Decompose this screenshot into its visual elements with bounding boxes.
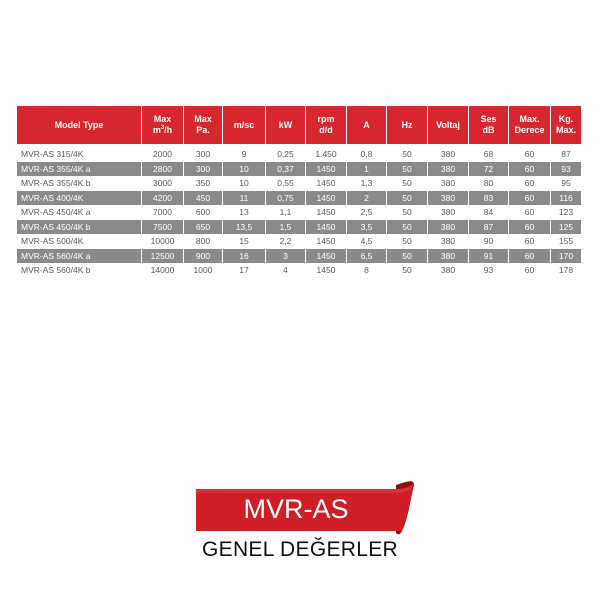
value-cell: 125 xyxy=(551,220,581,235)
value-cell: 380 xyxy=(440,149,456,160)
value-cell: 0,37 xyxy=(266,162,305,177)
model-cell: MVR-AS 560/4K b xyxy=(21,265,91,276)
value-cell: 91 xyxy=(469,249,508,264)
value-cell: 15 xyxy=(239,236,249,247)
value-cell: 60 xyxy=(509,249,550,264)
value-cell: 50 xyxy=(402,236,412,247)
model-cell: MVR-AS 315/4K xyxy=(21,149,84,160)
table-row xyxy=(17,162,581,177)
column-header xyxy=(184,106,222,144)
table-header-row xyxy=(17,106,581,144)
value-cell: 10000 xyxy=(150,236,175,247)
value-cell: 10 xyxy=(239,178,249,189)
value-cell: 60 xyxy=(524,236,535,247)
value-cell: 7000 xyxy=(153,207,172,218)
model-cell: MVR-AS 500/4K xyxy=(21,236,84,247)
value-cell: 93 xyxy=(483,265,494,276)
column-header-line1: Hz xyxy=(401,119,413,130)
value-cell: 600 xyxy=(195,207,211,218)
value-cell: 2 xyxy=(347,191,386,206)
value-cell: 8 xyxy=(364,265,369,276)
table-row xyxy=(17,191,581,206)
model-cell: MVR-AS 450/4K a xyxy=(21,207,91,218)
value-cell: 3000 xyxy=(153,178,172,189)
value-cell: 1450 xyxy=(316,265,336,276)
value-cell: 7500 xyxy=(142,220,183,235)
value-cell: 4200 xyxy=(142,191,183,206)
value-cell: 2,5 xyxy=(360,207,373,218)
value-cell: 450 xyxy=(184,191,222,206)
column-header xyxy=(306,106,346,144)
table-row xyxy=(17,205,581,220)
value-cell: 4,5 xyxy=(360,236,373,247)
value-cell: 155 xyxy=(558,236,574,247)
value-cell: 72 xyxy=(469,162,508,177)
value-cell: 50 xyxy=(387,249,427,264)
value-cell: 380 xyxy=(428,191,468,206)
value-cell: 87 xyxy=(469,220,508,235)
value-cell: 2800 xyxy=(142,162,183,177)
column-header xyxy=(551,106,581,144)
value-cell: 60 xyxy=(524,149,535,160)
value-cell: 3,5 xyxy=(347,220,386,235)
value-cell: 900 xyxy=(184,249,222,264)
table-row xyxy=(17,176,581,191)
value-cell: 0,25 xyxy=(277,149,294,160)
value-cell: 95 xyxy=(561,178,571,189)
table-row xyxy=(17,263,581,278)
value-cell: 1.450 xyxy=(315,149,337,160)
value-cell: 60 xyxy=(509,220,550,235)
value-cell: 3 xyxy=(266,249,305,264)
value-cell: 380 xyxy=(440,178,456,189)
value-cell: 50 xyxy=(402,149,412,160)
value-cell: 68 xyxy=(483,149,494,160)
banner-title: MVR-AS xyxy=(243,494,349,524)
value-cell: 1450 xyxy=(316,178,336,189)
spec-table xyxy=(16,106,582,278)
column-header xyxy=(266,106,305,144)
column-header-line1: Max xyxy=(153,114,172,124)
value-cell: 60 xyxy=(524,178,535,189)
value-cell: 90 xyxy=(483,236,494,247)
value-cell: 178 xyxy=(558,265,574,276)
column-header-line2: Pa. xyxy=(196,125,210,135)
value-cell: 50 xyxy=(402,178,412,189)
value-cell: 123 xyxy=(558,207,574,218)
value-cell: 1450 xyxy=(306,162,346,177)
column-header-line1: Ses xyxy=(480,114,497,124)
value-cell: 1,3 xyxy=(360,178,373,189)
value-cell: 60 xyxy=(509,162,550,177)
column-header xyxy=(428,106,468,144)
value-cell: 0,8 xyxy=(360,149,373,160)
value-cell: 93 xyxy=(551,162,581,177)
value-cell: 2000 xyxy=(153,149,172,160)
value-cell: 380 xyxy=(428,220,468,235)
value-cell: 12500 xyxy=(142,249,183,264)
table-row xyxy=(17,249,581,264)
value-cell: 10 xyxy=(223,162,265,177)
value-cell: 350 xyxy=(195,178,211,189)
column-header xyxy=(387,106,427,144)
table-row xyxy=(17,234,581,249)
value-cell: 9 xyxy=(241,149,247,160)
column-header xyxy=(223,106,265,144)
table-row xyxy=(17,220,581,235)
value-cell: 84 xyxy=(483,207,494,218)
value-cell: 1,1 xyxy=(279,207,292,218)
column-header-line1: Kg. xyxy=(558,114,574,124)
value-cell: 87 xyxy=(561,149,571,160)
column-header-line2: $m^3/h$ xyxy=(152,125,173,135)
value-cell: 83 xyxy=(469,191,508,206)
value-cell: 300 xyxy=(195,149,211,160)
value-cell: 0,75 xyxy=(266,191,305,206)
model-cell: MVR-AS 560/4K a xyxy=(17,249,141,264)
value-cell: 14000 xyxy=(150,265,175,276)
value-cell: 50 xyxy=(387,191,427,206)
column-header-line1: Max xyxy=(194,114,212,124)
value-cell: 1 xyxy=(347,162,386,177)
column-header-line1: Model Type xyxy=(54,119,104,130)
value-cell: 16 xyxy=(223,249,265,264)
value-cell: 1,5 xyxy=(266,220,305,235)
column-header-line2: Max. xyxy=(555,125,576,135)
value-cell: 13 xyxy=(239,207,249,218)
column-header-line2: dB xyxy=(482,125,495,135)
value-cell: 17 xyxy=(239,265,249,276)
model-cell: MVR-AS 400/4K xyxy=(17,191,141,206)
value-cell: 60 xyxy=(524,207,535,218)
column-header xyxy=(142,106,183,144)
value-cell: 650 xyxy=(184,220,222,235)
value-cell: 4 xyxy=(283,265,288,276)
model-cell: MVR-AS 355/4K a xyxy=(17,162,141,177)
value-cell: 2,2 xyxy=(279,236,292,247)
value-cell: 380 xyxy=(428,249,468,264)
value-cell: 1000 xyxy=(193,265,213,276)
column-header xyxy=(347,106,386,144)
value-cell: 380 xyxy=(440,236,456,247)
value-cell: 0,55 xyxy=(277,178,294,189)
table-body xyxy=(17,144,581,278)
value-cell: 800 xyxy=(195,236,211,247)
value-cell: 50 xyxy=(402,207,412,218)
value-cell: 1450 xyxy=(316,236,336,247)
value-cell: 1450 xyxy=(306,249,346,264)
value-cell: 1450 xyxy=(306,220,346,235)
value-cell: 116 xyxy=(551,191,581,206)
value-cell: 13,5 xyxy=(223,220,265,235)
column-header-line1: A xyxy=(363,119,370,130)
value-cell: 11 xyxy=(223,191,265,206)
model-cell: MVR-AS 355/4K b xyxy=(21,178,91,189)
value-cell: 50 xyxy=(387,162,427,177)
column-header-line2: d/d xyxy=(319,125,333,135)
value-cell: 380 xyxy=(428,162,468,177)
value-cell: 50 xyxy=(387,220,427,235)
column-header xyxy=(17,106,141,144)
column-header-line2: Derece xyxy=(514,125,545,135)
column-header-line1: Max. xyxy=(519,114,540,124)
value-cell: 60 xyxy=(509,191,550,206)
value-cell: 80 xyxy=(483,178,494,189)
value-cell: 60 xyxy=(524,265,535,276)
column-header-line1: kW xyxy=(278,119,293,130)
value-cell: 1450 xyxy=(316,207,336,218)
value-cell: 6,5 xyxy=(347,249,386,264)
value-cell: 300 xyxy=(184,162,222,177)
column-header-line1: Voltaj xyxy=(436,119,460,130)
column-header-line1: m/sc xyxy=(233,119,255,130)
column-header xyxy=(469,106,508,144)
value-cell: 50 xyxy=(402,265,412,276)
page-subtitle: GENEL DEĞERLER xyxy=(202,538,398,561)
value-cell: 170 xyxy=(551,249,581,264)
column-header-line1: rpm xyxy=(317,114,335,124)
value-cell: 1450 xyxy=(306,191,346,206)
table-row xyxy=(17,144,581,162)
value-cell: 380 xyxy=(440,207,456,218)
value-cell: 380 xyxy=(440,265,456,276)
model-cell: MVR-AS 450/4K b xyxy=(17,220,141,235)
column-header xyxy=(509,106,550,144)
